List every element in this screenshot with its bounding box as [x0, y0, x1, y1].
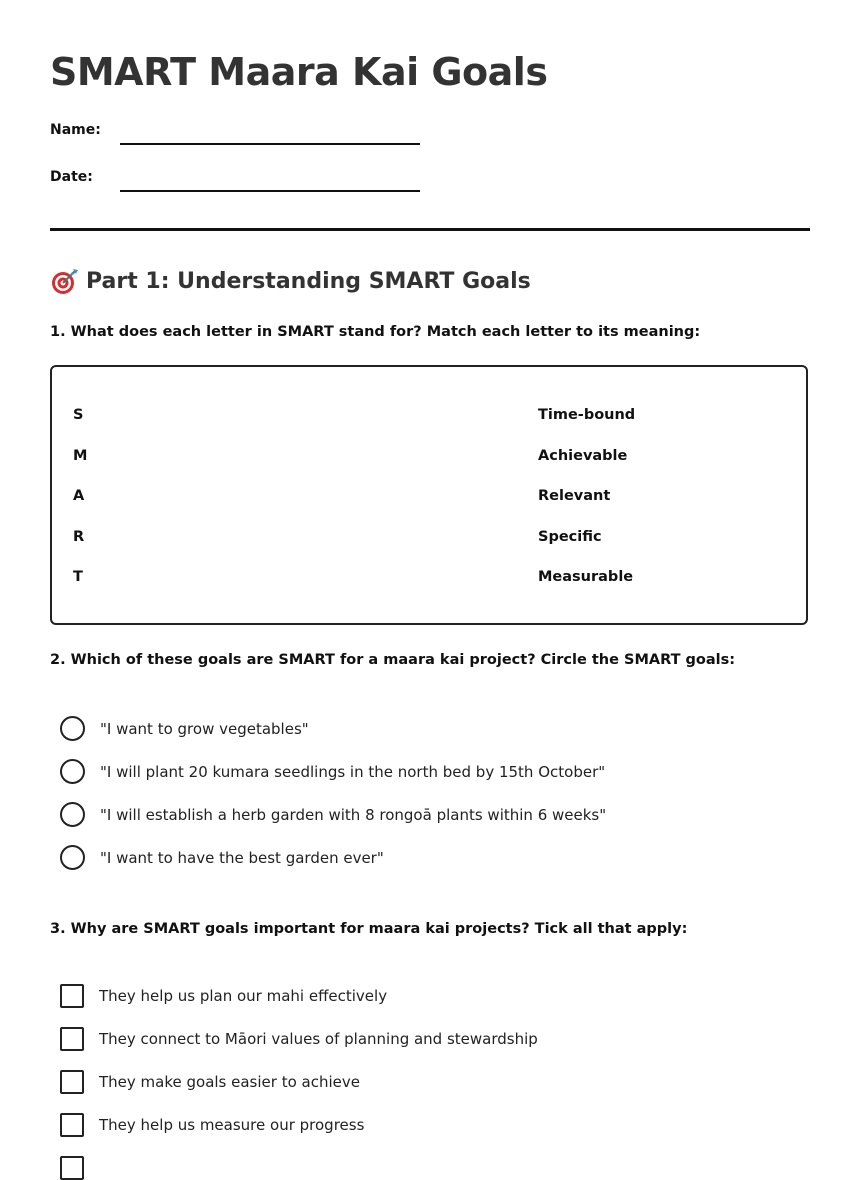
- question-2: 2. Which of these goals are SMART for a maara kai project? Circle the SMART goals:: [50, 652, 736, 668]
- goal-option[interactable]: [60, 845, 384, 870]
- letter-m[interactable]: M: [73, 448, 88, 464]
- section-title-part1: [50, 266, 531, 296]
- checkbox[interactable]: [60, 1070, 84, 1094]
- name-field-line[interactable]: [120, 143, 420, 145]
- name-label: Name:: [50, 122, 101, 138]
- checkbox[interactable]: [60, 1156, 84, 1180]
- date-field-line[interactable]: [120, 190, 420, 192]
- reason-option[interactable]: [60, 1070, 360, 1094]
- reason-option[interactable]: [60, 984, 387, 1008]
- reason-option[interactable]: [60, 1113, 364, 1137]
- goal-option[interactable]: [60, 716, 309, 741]
- question-3: 3. Why are SMART goals important for maara kai projects? Tick all that apply:: [50, 921, 688, 937]
- goal-option-text: "I will establish a herb garden with 8 rongoā plants within 6 weeks": [100, 805, 607, 824]
- checkbox[interactable]: [60, 984, 84, 1008]
- meaning-measurable[interactable]: Measurable: [538, 569, 634, 585]
- letter-s[interactable]: S: [73, 407, 84, 423]
- letter-t[interactable]: T: [73, 569, 83, 585]
- checkbox[interactable]: [60, 1113, 84, 1137]
- meaning-specific[interactable]: Specific: [538, 529, 602, 545]
- page-title: SMART Maara Kai Goals: [50, 50, 548, 94]
- reason-option-partial[interactable]: [60, 1156, 99, 1180]
- meaning-relevant[interactable]: Relevant: [538, 488, 611, 504]
- circle-marker[interactable]: [60, 845, 85, 870]
- circle-marker[interactable]: [60, 759, 85, 784]
- question-1: 1. What does each letter in SMART stand for? Match each letter to its meaning:: [50, 324, 701, 340]
- goal-option-text: "I will plant 20 kumara seedlings in the north bed by 15th October": [100, 762, 606, 781]
- goal-option[interactable]: [60, 802, 606, 827]
- circle-marker[interactable]: [60, 716, 85, 741]
- reason-option[interactable]: [60, 1027, 538, 1051]
- date-label: Date:: [50, 169, 93, 185]
- reason-option-text: They help us plan our mahi effectively: [99, 987, 388, 1005]
- checkbox[interactable]: [60, 1027, 84, 1051]
- section-title-text: Part 1: Understanding SMART Goals: [86, 268, 531, 294]
- reason-option-text: They make goals easier to achieve: [99, 1073, 360, 1091]
- circle-marker[interactable]: [60, 802, 85, 827]
- goal-option-text: "I want to grow vegetables": [100, 719, 309, 738]
- meaning-time-bound[interactable]: Time-bound: [538, 407, 636, 423]
- target-dart-icon: [50, 266, 80, 296]
- reason-option-text: They help us measure our progress: [99, 1116, 365, 1134]
- reason-option-text: They connect to Māori values of planning and stewardship: [99, 1030, 538, 1048]
- goal-option-text: "I want to have the best garden ever": [100, 848, 384, 867]
- meaning-achievable[interactable]: Achievable: [538, 448, 628, 464]
- letter-r[interactable]: R: [73, 529, 85, 545]
- letter-a[interactable]: A: [73, 488, 85, 504]
- matching-box: [50, 365, 808, 625]
- header-divider: [50, 228, 810, 231]
- goal-option[interactable]: [60, 759, 605, 784]
